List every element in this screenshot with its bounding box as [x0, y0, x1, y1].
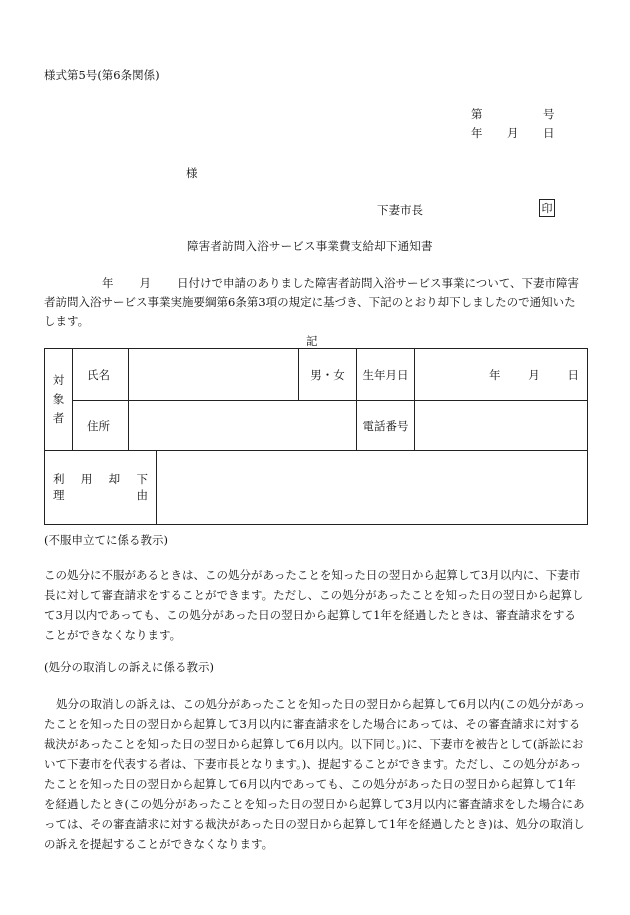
intro-paragraph [44, 274, 584, 331]
intro-body: 日付けで申請のありました障害者訪問入浴サービス事業について、下妻市障害者訪問入浴サービス事業実施要綱第6条第3項の規定に基づき、下記のとおり却下しましたので通知いたします。 [44, 276, 580, 328]
name-label-1: 氏 [87, 367, 99, 382]
address-label-cell [73, 401, 129, 451]
addressee-suffix: 様 [186, 166, 198, 180]
gender-options: 男・女 [310, 367, 345, 382]
birth-label: 生年月日 [362, 367, 409, 382]
seal-stamp: 印 [539, 199, 555, 217]
name-label-2: 名 [98, 367, 110, 382]
address-label-1: 住 [87, 418, 99, 433]
number-prefix: 第 [471, 107, 483, 121]
reason-char-1: 利 [53, 472, 65, 486]
birth-day: 日 [567, 367, 579, 382]
address-label-2: 所 [98, 418, 110, 433]
date-day: 日 [543, 126, 555, 140]
intro-month: 月 [139, 276, 151, 290]
lawsuit-notice-body: 処分の取消しの訴えは、この処分があったことを知った日の翌日から起算して6月以内(この処分があったことを知った日の翌日から起算して3月以内に審査請求をした場合にあっては、その審査請求に対する裁決があったことを知った日の翌日から起算して6月以内。以下同じ。)に、下妻市を被告として(訴訟において下妻市を代表する者は、下妻市長となります。)、提起することができます。ただし、この処分があったことを知った日の翌日から起算して6月以内であっても、この処分があった日の翌日から起算して1年を経過したとき(この処分があったことを知った日の翌日から起算して3月以内に審査請求をした場合にあっては、その審査請求に対する裁決があった日の翌日から起算して1年を経過したとき)は、処分の取消しの訴えを提起することができなくなります。 [44, 697, 586, 851]
appeal-notice-heading: (不服申立てに係る教示) [44, 533, 168, 547]
birth-label-cell [357, 349, 415, 401]
reason-char-6: 由 [136, 488, 148, 502]
phone-label: 電話番号 [362, 418, 409, 433]
intro-year: 年 [102, 276, 114, 290]
date-year: 年 [471, 126, 483, 140]
birth-value-cell [415, 349, 588, 401]
reason-char-3: 却 [108, 472, 121, 486]
reason-label-cell [45, 451, 157, 525]
name-label-cell [73, 349, 129, 401]
appeal-notice-body: この処分に不服があるときは、この処分があったことを知った日の翌日から起算して3月以内に、下妻市長に対して審査請求をすることができます。ただし、この処分があったことを知った日の翌日から起算して3月以内であっても、この処分があった日の翌日から起算して1年を経過したときは、審査請求をすることができなくなります。 [44, 568, 584, 642]
number-suffix: 号 [543, 107, 555, 121]
name-value-cell [129, 349, 299, 401]
subject-label-cell [45, 349, 73, 451]
issuer: 下妻市長 [377, 203, 423, 217]
lawsuit-notice-heading: (処分の取消しの訴えに係る教示) [44, 660, 214, 674]
date-month: 月 [507, 126, 519, 140]
birth-year: 年 [489, 367, 501, 382]
subject-table [44, 348, 588, 525]
phone-label-cell [357, 401, 415, 451]
reason-char-5: 理 [53, 488, 65, 502]
reason-char-2: 用 [80, 472, 93, 486]
address-value-cell [129, 401, 357, 451]
birth-month: 月 [528, 367, 540, 382]
ki-heading: 記 [306, 334, 318, 348]
form-number: 様式第5号(第6条関係) [44, 68, 160, 82]
subject-label: 対象者 [52, 373, 65, 425]
gender-cell [299, 349, 357, 401]
reason-value-cell [157, 451, 588, 525]
reason-char-4: 下 [136, 472, 148, 486]
phone-value-cell [415, 401, 588, 451]
lawsuit-notice-paragraph [44, 694, 587, 854]
document-title: 障害者訪問入浴サービス事業費支給却下通知書 [187, 239, 433, 253]
